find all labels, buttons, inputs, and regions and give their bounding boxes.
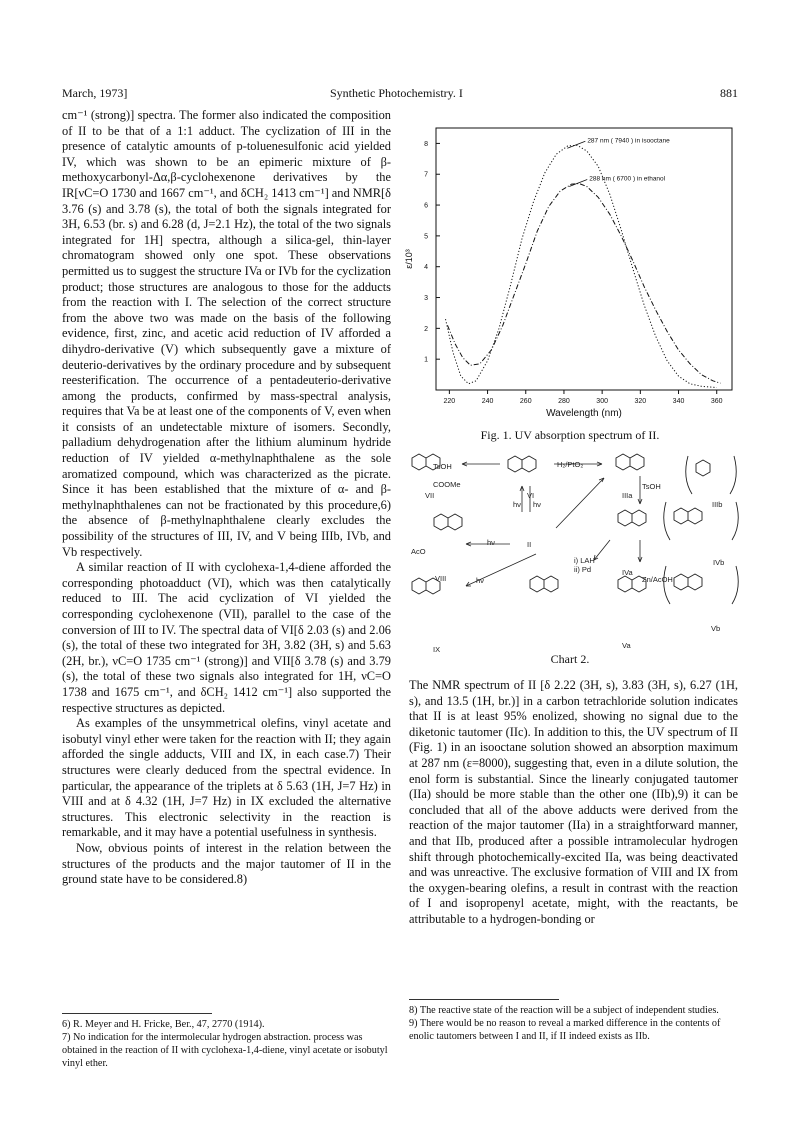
issue-date: March, 1973] bbox=[62, 86, 128, 100]
arrow-label-zn-acoh: Zn/AcOH bbox=[642, 575, 673, 584]
arrow-label-hv-1: hν bbox=[513, 500, 521, 509]
uv-spectrum-chart bbox=[402, 118, 738, 420]
compound-label-ii: II bbox=[527, 540, 532, 549]
series-label-2: 288 nm ( 6700 ) in ethanol bbox=[589, 175, 666, 183]
x-tick-label: 360 bbox=[710, 398, 723, 405]
y-tick-label: 1 bbox=[424, 356, 428, 364]
footnote-rule-left bbox=[62, 1013, 212, 1014]
y-tick-label: 2 bbox=[424, 325, 428, 333]
x-tick-label: 260 bbox=[519, 398, 532, 405]
x-tick-label: 220 bbox=[443, 398, 456, 405]
footnotes-left bbox=[62, 1018, 391, 1070]
y-tick-label: 4 bbox=[424, 264, 428, 272]
series-label-1: 287 nm ( 7940 ) in isooctane bbox=[587, 137, 670, 145]
substituent-label-aco: AcO bbox=[411, 547, 426, 556]
footnotes-right bbox=[409, 1004, 738, 1043]
arrow-label-hv-3: hν bbox=[487, 538, 495, 547]
x-tick-label: 280 bbox=[558, 398, 570, 405]
compound-label-vii: VII bbox=[425, 491, 435, 500]
footnote-rule-right bbox=[409, 999, 559, 1000]
compound-label-ix: IX bbox=[433, 645, 441, 654]
chart-2-caption: Chart 2. bbox=[550, 652, 590, 666]
footnote-9: 9) There would be no reason to reveal a marked difference in the contents of enolic tautomers between I and II, if II indeed exists as IIb. bbox=[409, 1018, 721, 1042]
x-tick-label: 320 bbox=[634, 398, 647, 405]
y-tick-label: 3 bbox=[424, 295, 428, 303]
left-paragraph-4: Now, obvious points of interest in the relation between the structures of the products and the major tautomer of II in the ground state have to be considered.8) bbox=[62, 840, 391, 887]
y-axis-label: ε/10³ bbox=[404, 249, 414, 269]
footnote-8: 8) The reactive state of the reaction will be a subject of independent studies. bbox=[409, 1005, 719, 1016]
left-paragraph-3: As examples of the unsymmetrical olefins, vinyl acetate and isobutyl vinyl ether were taken for the reaction with II; they again afforded the single adducts, VIII and IX, in each case.7) Their structures were clearly deduced from the spectral evidence. In particular, the appearance of the triplets at δ 5.63 (1H, J=7 Hz) in VIII and at δ 4.32 (1H, J=7 Hz) in IX excluded the alternative structures. This electronic selectivity in the reaction is remarkable, and it may have a potential usefulness in synthesis. bbox=[62, 716, 391, 840]
y-tick-label: 5 bbox=[424, 233, 428, 241]
x-tick-label: 300 bbox=[596, 398, 608, 405]
y-tick-label: 6 bbox=[424, 202, 428, 210]
x-tick-label: 340 bbox=[672, 398, 685, 405]
compound-label-vb: Vb bbox=[711, 624, 721, 633]
y-tick-label: 7 bbox=[424, 171, 428, 179]
figure-1-caption: Fig. 1. UV absorption spectrum of II. bbox=[480, 428, 660, 442]
y-tick-label: 8 bbox=[424, 140, 428, 148]
arrow-label-tsoh-2: TsOH bbox=[642, 482, 661, 491]
left-paragraph-2: A similar reaction of II with cyclohexa-1,4-diene afforded the corresponding photoadduct (VI), which was then catalytically reduced to III. The acid cyclization of VI yielded the corresponding cyclohexenone (VII), parallel to the case of the conversion of III to IV. The spectral data of VI[δ 2.03 (s) and 2.06 (s), the total of these two integrated for 3H, 3.82 (3H, s) and 5.63 (2H, br.), νC=O 1735 cm⁻¹ (strong)] and VII[δ 3.78 (s) and 3.79 (s), the total of these two signals also integrated for 1H, νC=O 1738 and 1675 cm⁻¹, and δCH₂ 1412 cm⁻¹] also supported the respective structures as depicted. bbox=[62, 560, 391, 715]
compound-label-viii: VIII bbox=[435, 574, 447, 583]
series-pointer-1 bbox=[567, 141, 585, 148]
arrow-label-tsoh-1: TsOH bbox=[433, 462, 452, 471]
x-tick-label: 240 bbox=[481, 398, 494, 405]
page-number: 881 bbox=[720, 86, 738, 100]
compound-label-ivb: IVb bbox=[713, 558, 725, 567]
arrow-label-hydrogenation: H₂/PtO₂ bbox=[557, 460, 584, 469]
series-line-2 bbox=[448, 184, 721, 384]
arrow-label-hv-4: hν bbox=[476, 576, 484, 585]
compound-label-iva: IVa bbox=[622, 568, 633, 577]
left-column bbox=[62, 108, 391, 888]
arrow-label-lah: i) LAH bbox=[574, 556, 595, 565]
compound-label-iiia: IIIa bbox=[622, 491, 633, 500]
right-column bbox=[409, 678, 738, 928]
compound-label-vi: VI bbox=[527, 491, 535, 500]
left-paragraph-1: cm⁻¹ (strong)] spectra. The former also indicated the composition of II to be that of a 1:1 adduct. The cyclization of III in the presence of catalytic amounts of p-toluenesulfonic acid yielded IV, which was shown to be an epimeric mixture of β-methoxycarbonyl-Δα,β-cyclohexenone derivatives by the IR[νC=O 1730 and 1667 cm⁻¹, and δCH₂ 1413 cm⁻¹] and NMR[δ 3.76 (s) and 3.78 (s), the total of both the signals integrated for 3H, 6.53 (br. s) and 6.28 (d, J=2.1 Hz), the total of the two signals integrated for 1H] spectra, although a silica-gel, thin-layer chromatogram showed only one spot. These observations permitted us to suggest the structure IVa or IVb for the cyclization product; those structures are analogous to those for the adducts from the reaction with I. The selection of the correct structure from the above two was made on the basis of the following evidence, first, zinc, and acetic acid reduction of IV afforded a dihydro-derivative (V) which subsequently gave a mixture of deuterio-derivatives by the ordinary procedure and by subsequent reesterification. The occurrence of a pentadeuterio-derivative among the products, confirmed by mass-spectral analysis, requires that Va be at least one of the components of V, even when it consists of an undetectable mixture of isomers. Secondly, palladium dehydrogenation after the lithium aluminum hydride reduction of IV yielded α-methylnaphthalene as the sole aromatized compound, which was characterized as the picrate. Since it has been established that the mixture of α- and β-methylnaphthalenes can not be fractionated by this procedure,6) the absence of β-methylnaphthalene clearly excludes the possibility of the structures of III, IV, and V being IIIb, IVb, and Vb respectively. bbox=[62, 108, 391, 559]
compound-label-iiib: IIIb bbox=[712, 500, 723, 509]
footnote-6: 6) R. Meyer and H. Fricke, Ber., 47, 2770 (1914). bbox=[62, 1019, 265, 1030]
journal-title: Synthetic Photochemistry. I bbox=[330, 86, 463, 100]
plot-frame bbox=[436, 128, 732, 390]
compound-label-va: Va bbox=[622, 641, 631, 650]
substituent-label-coome: COOMe bbox=[433, 480, 461, 489]
right-paragraph-1: The NMR spectrum of II [δ 2.22 (3H, s), 3.83 (3H, s), 6.27 (1H, s), and 13.5 (1H, br.)] in a carbon tetrachloride solution indicates that II is at least 95% enolized, showing no signal due to the diketonic tautomer (IIc). In addition to this, the UV spectrum of II (Fig. 1) in an isooctane solution showed an absorption maximum at 287 nm (ε=8000), suggesting that, even in a dilute solution, the enol form is substantial. Since the linearly conjugated tautomer (IIa) should be more stable than the other one (IIb),9) it can be concluded that all of the above adducts were derived from the reaction of the major tautomer (IIa) in a straightforward manner, and that IIb, produced after a possible intramolecular hydrogen shift through photochemically-excited IIa, was being deactivated and was unreactive. The exclusive formation of VIII and IX from the oxygen-bearing olefins, a result in contrast with the reaction of I and isopropenyl acetate, might, with the reactants, be attributable to a hydrogen-bonding or bbox=[409, 678, 738, 926]
arrow-label-pd: ii) Pd bbox=[574, 565, 592, 574]
arrow-label-hv-2: hν bbox=[533, 500, 541, 509]
x-axis-label: Wavelength (nm) bbox=[546, 408, 622, 419]
footnote-7: 7) No indication for the intermolecular hydrogen abstraction. process was obtained in the reaction of II with cyclohexa-1,4-diene, vinyl acetate or isobutyl vinyl ether. bbox=[62, 1032, 388, 1069]
